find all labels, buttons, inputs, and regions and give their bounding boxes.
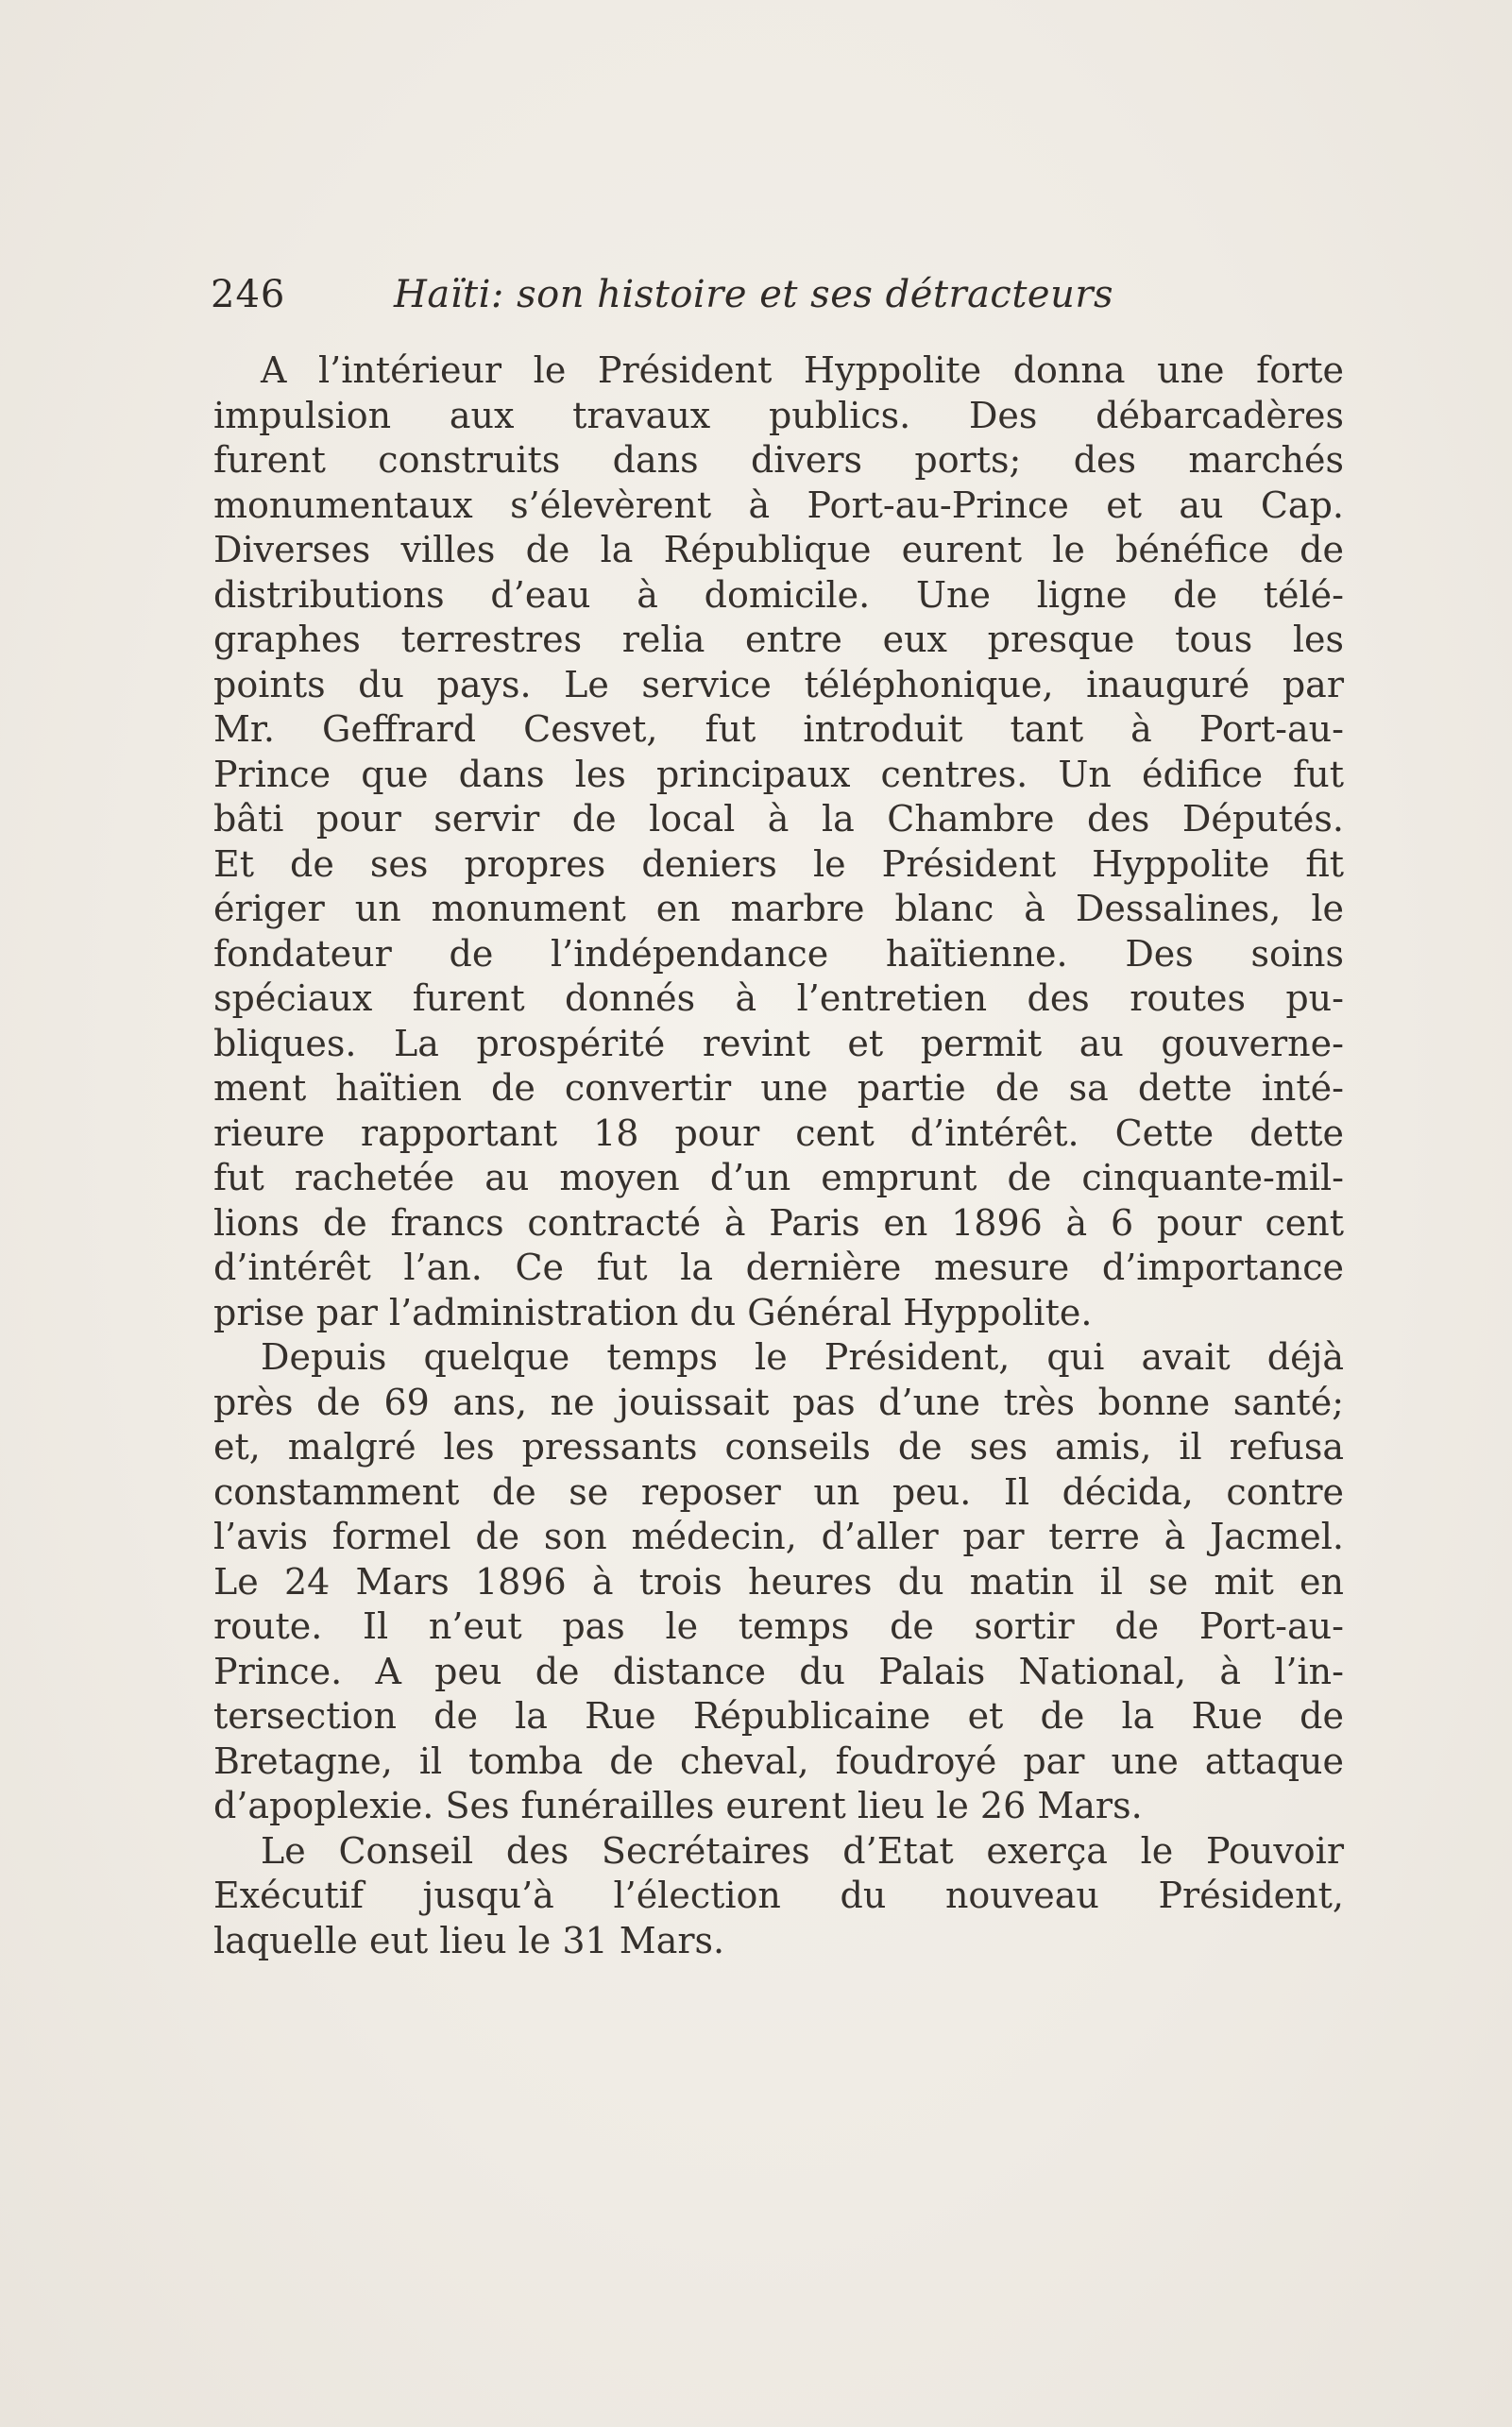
text-line: laquelle eut lieu le 31 Mars. xyxy=(213,1919,725,1961)
paragraph-2 xyxy=(213,1335,1344,1829)
text-line: graphes terrestres relia entre eux presque tous les xyxy=(213,619,1344,660)
running-title: Haïti: son histoire et ses détracteurs xyxy=(394,273,1113,316)
text-line: Prince que dans les principaux centres. Un édifice fut xyxy=(213,753,1344,795)
text-line: points du pays. Le service téléphonique, inauguré par xyxy=(213,663,1344,705)
text-line: impulsion aux travaux publics. Des débarcadères xyxy=(213,394,1344,436)
text-line: Le Conseil des Secrétaires d’Etat exerça le Pouvoir xyxy=(261,1829,1344,1872)
text-line: furent construits dans divers ports; des marchés xyxy=(213,439,1344,481)
text-line: route. Il n’eut pas le temps de sortir de Port-au- xyxy=(213,1605,1344,1647)
text-line: rieure rapportant 18 pour cent d’intérêt. Cette dette xyxy=(213,1112,1344,1154)
text-line: ment haïtien de convertir une partie de sa dette inté- xyxy=(213,1067,1344,1109)
text-line: monumentaux s’élevèrent à Port-au-Prince et au Cap. xyxy=(213,484,1344,526)
text-line: Prince. A peu de distance du Palais National, à l’in- xyxy=(213,1650,1344,1692)
page-header xyxy=(211,266,1344,323)
text-line: ériger un monument en marbre blanc à Dessalines, le xyxy=(213,888,1344,929)
text-line: d’apoplexie. Ses funérailles eurent lieu le 26 Mars. xyxy=(213,1785,1143,1826)
text-line: lions de francs contracté à Paris en 1896 à 6 pour cent xyxy=(213,1201,1344,1244)
text-line: bâti pour servir de local à la Chambre des Députés. xyxy=(213,798,1344,840)
text-line: prise par l’administration du Général Hyppolite. xyxy=(213,1291,1093,1333)
text-line: tersection de la Rue Républicaine et de la Rue de xyxy=(213,1695,1344,1737)
page-number: 246 xyxy=(211,273,286,316)
text-line: fondateur de l’indépendance haïtienne. Des soins xyxy=(213,932,1344,975)
text-line: A l’intérieur le Président Hyppolite donna une forte xyxy=(261,349,1344,391)
text-line: l’avis formel de son médecin, d’aller par terre à Jacmel. xyxy=(213,1516,1344,1557)
paragraph-3 xyxy=(213,1829,1344,1964)
text-line: Bretagne, il tomba de cheval, foudroyé par une attaque xyxy=(213,1740,1344,1782)
text-line: Et de ses propres deniers le Président Hyppolite fit xyxy=(213,842,1344,885)
paragraph-1 xyxy=(213,348,1344,1335)
text-line: Le 24 Mars 1896 à trois heures du matin il se mit en xyxy=(213,1560,1344,1603)
text-line: distributions d’eau à domicile. Une ligne de télé- xyxy=(213,573,1344,616)
body-text xyxy=(213,348,1344,1963)
text-line: constamment de se reposer un peu. Il décida, contre xyxy=(213,1470,1344,1513)
text-line: Mr. Geffrard Cesvet, fut introduit tant à Port-au- xyxy=(213,708,1344,750)
text-line: fut rachetée au moyen d’un emprunt de cinquante-mil- xyxy=(213,1157,1344,1198)
text-line: bliques. La prospérité revint et permit au gouverne- xyxy=(213,1022,1344,1064)
text-line: d’intérêt l’an. Ce fut la dernière mesure d’importance xyxy=(213,1247,1344,1288)
text-line: Exécutif jusqu’à l’élection du nouveau Président, xyxy=(213,1875,1344,1916)
text-line: près de 69 ans, ne jouissait pas d’une très bonne santé; xyxy=(213,1381,1344,1423)
text-line: Diverses villes de la République eurent le bénéfice de xyxy=(213,529,1344,570)
text-line: spéciaux furent donnés à l’entretien des routes pu- xyxy=(213,977,1344,1019)
text-line: Depuis quelque temps le Président, qui avait déjà xyxy=(261,1336,1344,1378)
text-line: et, malgré les pressants conseils de ses amis, il refusa xyxy=(213,1426,1344,1468)
